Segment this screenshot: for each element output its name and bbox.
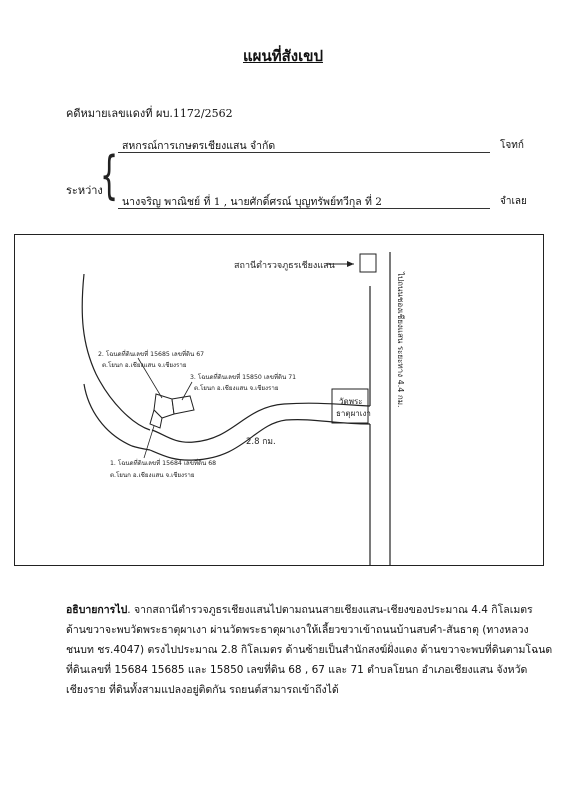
plot-1-leader: [144, 426, 154, 458]
left-road-lower: [84, 384, 150, 450]
page-title: แผนที่สังเขป: [243, 47, 323, 65]
plot-2-label-2: ต.โยนก อ.เชียงแสน จ.เชียงราย: [102, 362, 187, 369]
defendants-underline: [118, 208, 490, 209]
description-line-1: [66, 601, 533, 618]
defendants-names: นางจริญ พาณิชย์ ที่ 1 , นายศักดิ์ศรณ์ บุญทรัพย์ทวีกุล ที่ 2: [122, 196, 382, 208]
temple-label-2: ธาตุผาเงา: [336, 409, 371, 418]
distance-label: 2.8 กม.: [246, 437, 276, 447]
brace-icon: {: [100, 146, 119, 206]
station-arrow-head: [347, 261, 354, 267]
police-station-box: [360, 254, 376, 272]
map-frame: [15, 235, 544, 566]
plot-3-label-2: ต.โยนก อ.เชียงแสน จ.เชียงราย: [194, 385, 279, 392]
description-line-4: ที่ดินเลขที่ 15684 15685 และ 15850 เลขที่ดิน 68 , 67 และ 71 ตำบลโยนก อำเภอเชียงแสน จังหวัด: [66, 664, 528, 676]
description-label: อธิบายการไป: [66, 604, 128, 616]
plot-2-label-1: 2. โฉนดที่ดินเลขที่ 15685 เลขที่ดิน 67: [98, 351, 205, 358]
description-line-5: เชียงราย ที่ดินทั้งสามแปลงอยู่ติดกัน รถยนต์สามารถเข้าถึงได้: [66, 684, 339, 696]
temple-label-1: วัดพระ: [339, 397, 363, 406]
description-line-3: ชนบท ชร.4047) ตรงไปประมาณ 2.8 กิโลเมตร ด้านซ้ายเป็นสำนักสงฆ์ฝั่งแดง ด้านขวาจะพบที่ดินตามโฉนด: [66, 644, 553, 656]
between-label: ระหว่าง: [66, 184, 103, 197]
station-label: สถานีตำรวจภูธรเชียงแสน: [234, 261, 335, 271]
case-number: คดีหมายเลขแดงที่ ผบ.1172/2562: [66, 107, 233, 120]
plaintiff-role: โจทก์: [500, 140, 524, 151]
plot-1-label-1: 1. โฉนดที่ดินเลขที่ 15684 เลขที่ดิน 68: [110, 460, 217, 467]
plot-1-label-2: ต.โยนก อ.เชียงแสน จ.เชียงราย: [110, 472, 195, 479]
description-line-2: ด้านขวาจะพบวัดพระธาตุผาเงา ผ่านวัดพระธาตุผาเงาให้เลี้ยวขวาเข้าถนนบ้านสบคำ-สันธาตุ (ทางหลวง: [66, 624, 529, 636]
sketch-map: [14, 234, 544, 566]
defendants-role: จำเลย: [500, 196, 527, 207]
main-road-label: ไปถนนชองเชียงแสน ระยะทาง 4.4 กม.: [396, 272, 405, 408]
description-text-1: . จากสถานีตำรวจภูธรเชียงแสนไปตามถนนสายเชียงแสน-เชียงของประมาณ 4.4 กิโลเมตร: [127, 604, 533, 616]
plot-3-label-1: 3. โฉนดที่ดินเลขที่ 15850 เลขที่ดิน 71: [190, 374, 297, 381]
plaintiff-name: สหกรณ์การเกษตรเชียงแสน จำกัด: [122, 140, 276, 152]
plaintiff-underline: [118, 152, 490, 153]
